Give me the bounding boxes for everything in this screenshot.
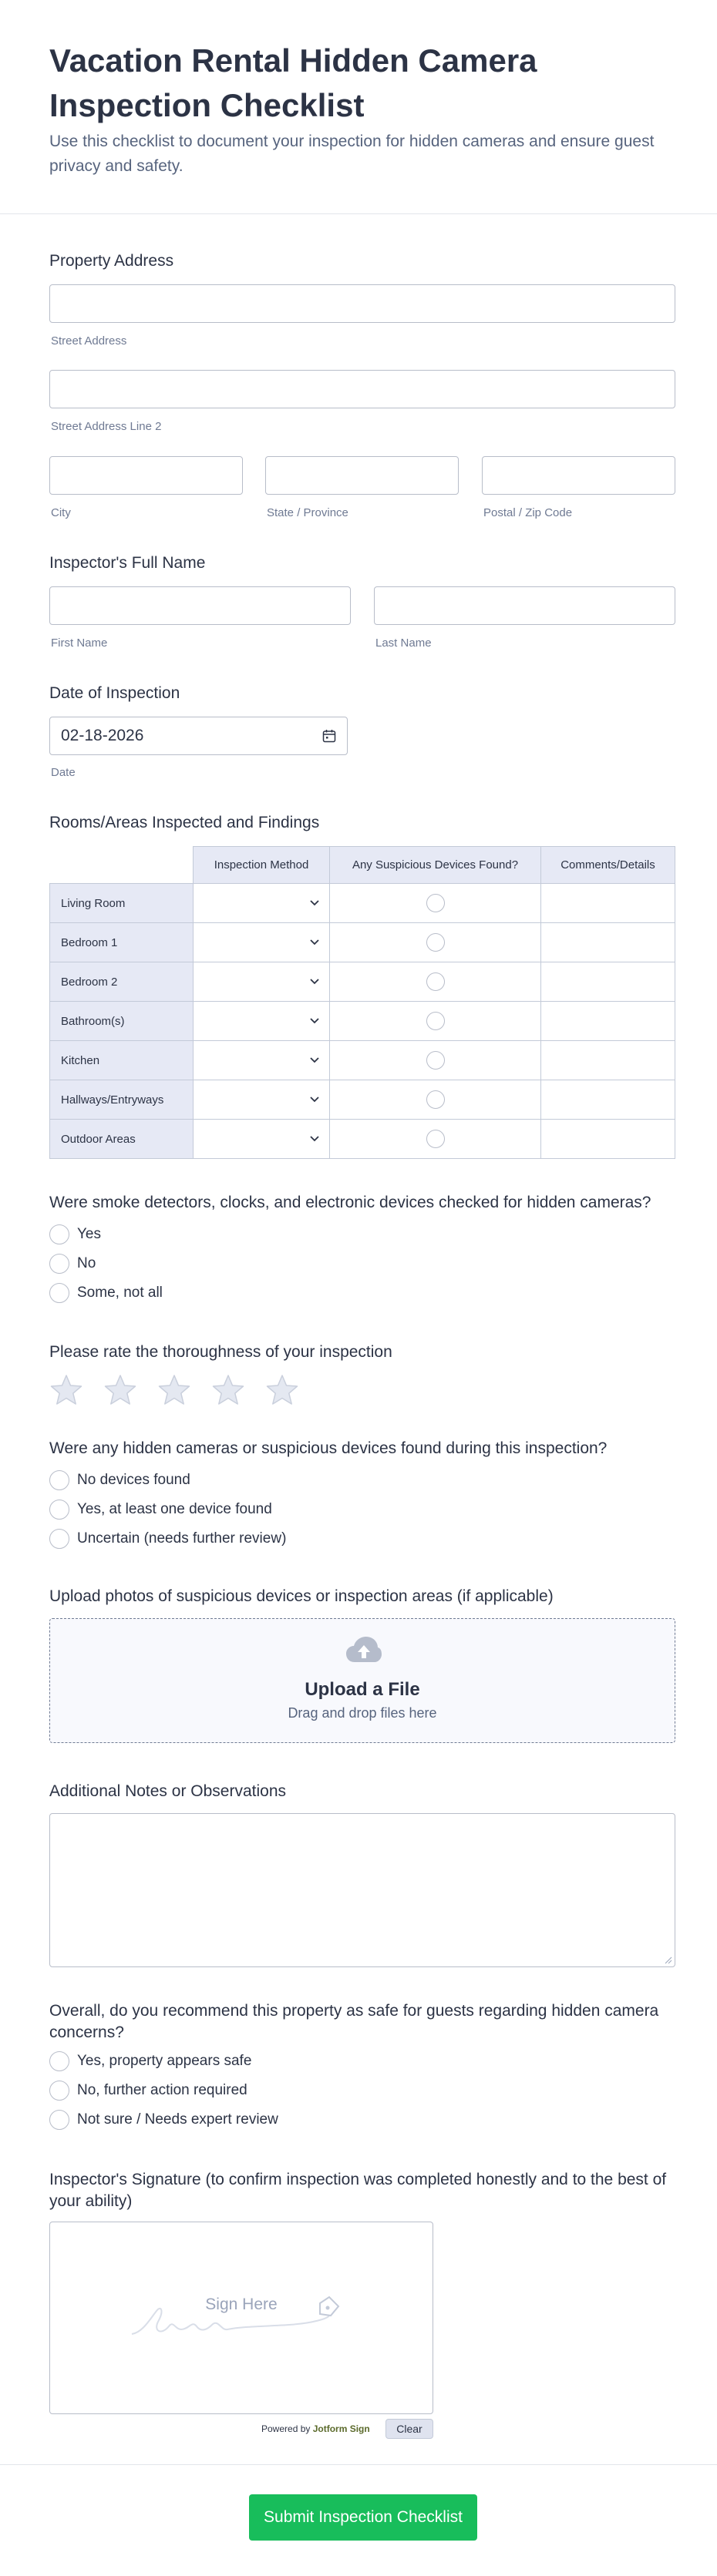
form-header [0,0,717,214]
recommend-option-no[interactable] [49,2081,247,2101]
devices-option-yes[interactable] [49,1224,101,1244]
matrix-corner [50,847,194,884]
zip-sublabel: Postal / Zip Code [483,506,573,519]
radio-circle[interactable] [49,1254,69,1274]
form-subtitle: Use this checklist to document your inspection for hidden cameras and ensure guest privacy and safety. [49,133,655,175]
found-option-uncertain[interactable] [49,1529,286,1549]
rooms-matrix-section [49,812,675,1167]
notes-section [49,1781,675,1973]
suspicious-devices-radio-cell[interactable] [330,1041,541,1080]
cloud-upload-icon [345,1636,382,1664]
upload-label: Upload photos of suspicious devices or inspection areas (if applicable) [49,1587,554,1605]
inspection-method-select[interactable] [194,1002,330,1041]
notes-textarea[interactable] [49,1813,675,1967]
radio-circle[interactable] [49,1224,69,1244]
resize-handle-icon[interactable] [663,1955,672,1964]
radio-circle[interactable] [49,1283,69,1303]
inspector-name-label: Inspector's Full Name [49,554,206,572]
property-address-label: Property Address [49,252,174,270]
option-label: Uncertain (needs further review) [77,1530,287,1547]
inspection-method-select[interactable] [194,962,330,1002]
calendar-icon[interactable] [322,729,336,743]
matrix-row [50,1120,675,1159]
rating-label: Please rate the thoroughness of your inspection [49,1343,392,1361]
recommend-label: Overall, do you recommend this property as safe for guests regarding hidden camera concerns? [49,2002,659,2041]
clear-signature-button[interactable]: Clear [385,2419,433,2439]
radio-circle[interactable] [49,1500,69,1520]
inspection-method-select[interactable] [194,923,330,962]
option-label: Yes, at least one device found [77,1501,272,1517]
option-label: Yes [77,1226,101,1242]
city-sublabel: City [51,506,71,519]
matrix-row-label: Outdoor Areas [50,1120,194,1159]
recommend-section [49,2000,675,2139]
comments-cell[interactable] [541,923,675,962]
suspicious-devices-radio-cell[interactable] [330,1002,541,1041]
suspicious-devices-radio-cell[interactable] [330,1120,541,1159]
suspicious-devices-radio-cell[interactable] [330,962,541,1002]
matrix-col-comments: Comments/Details [541,847,675,884]
radio-circle[interactable] [49,2051,69,2071]
matrix-row-label: Bathroom(s) [50,1002,194,1041]
property-address-section [49,250,675,528]
street-address-input[interactable] [49,284,675,323]
inspection-method-select[interactable] [194,1080,330,1120]
form-title: Vacation Rental Hidden Camera Inspection Checklist [49,42,537,123]
devices-checked-label: Were smoke detectors, clocks, and electronic devices checked for hidden cameras? [49,1194,651,1211]
powered-brand: Jotform Sign [312,2423,370,2434]
state-input[interactable] [265,456,459,495]
option-label: Yes, property appears safe [77,2053,252,2069]
last-name-input[interactable] [374,586,675,625]
matrix-row [50,1080,675,1120]
recommend-option-notsure[interactable] [49,2110,278,2130]
option-label: Not sure / Needs expert review [77,2111,278,2128]
radio-circle[interactable] [49,1529,69,1549]
devices-option-no[interactable] [49,1254,96,1274]
powered-by [261,2423,370,2434]
comments-cell[interactable] [541,1080,675,1120]
matrix-col-suspicious-devices: Any Suspicious Devices Found? [330,847,541,884]
radio-circle[interactable] [49,2110,69,2130]
star-rating[interactable] [49,1374,319,1406]
matrix-row [50,923,675,962]
chevron-down-icon [310,1057,319,1063]
matrix-row [50,962,675,1002]
inspector-name-section [49,552,675,653]
comments-cell[interactable] [541,962,675,1002]
radio-circle[interactable] [49,2081,69,2101]
footer-divider [0,2464,717,2465]
matrix-row-label: Bedroom 1 [50,923,194,962]
devices-option-some[interactable] [49,1283,163,1303]
suspicious-devices-radio-cell[interactable] [330,923,541,962]
option-label: No [77,1255,96,1271]
found-option-none[interactable] [49,1470,190,1490]
radio-circle[interactable] [426,972,445,991]
devices-found-section [49,1438,675,1553]
date-input[interactable] [49,717,348,755]
matrix-row [50,1002,675,1041]
matrix-row-label: Kitchen [50,1041,194,1080]
chevron-down-icon [310,939,319,945]
radio-circle[interactable] [426,1012,445,1030]
chevron-down-icon [310,1136,319,1142]
date-section [49,683,675,783]
comments-cell[interactable] [541,1041,675,1080]
radio-circle[interactable] [49,1470,69,1490]
option-label: No, further action required [77,2082,247,2098]
suspicious-devices-radio-cell[interactable] [330,884,541,923]
inspection-method-select[interactable] [194,884,330,923]
date-value: 02-18-2026 [61,727,144,744]
upload-subtitle: Drag and drop files here [288,1705,437,1721]
matrix-row-label: Bedroom 2 [50,962,194,1002]
star-icon[interactable] [265,1374,299,1406]
first-name-sublabel: First Name [51,636,108,650]
signature-pad[interactable] [49,2222,433,2414]
date-sublabel: Date [51,766,76,779]
zip-input[interactable] [482,456,675,495]
recommend-option-yes[interactable] [49,2051,251,2071]
first-name-input[interactable] [49,586,351,625]
notes-label: Additional Notes or Observations [49,1782,286,1800]
comments-cell[interactable] [541,884,675,923]
last-name-sublabel: Last Name [375,636,432,650]
signature-section [49,2169,675,2447]
rooms-matrix-table [49,846,675,1159]
signature-label: Inspector's Signature (to confirm inspection was completed honestly and to the best of your ability) [49,2171,667,2210]
chevron-down-icon [310,979,319,985]
star-icon[interactable] [157,1374,191,1406]
radio-circle[interactable] [426,1130,445,1148]
devices-checked-section [49,1192,675,1308]
matrix-row-label: Living Room [50,884,194,923]
upload-title: Upload a File [305,1679,420,1700]
devices-found-label: Were any hidden cameras or suspicious devices found during this inspection? [49,1439,608,1457]
state-sublabel: State / Province [267,506,348,519]
signature-placeholder: Sign Here [205,2296,278,2313]
star-icon[interactable] [49,1374,83,1406]
radio-circle[interactable] [426,894,445,912]
comments-cell[interactable] [541,1002,675,1041]
star-icon[interactable] [211,1374,245,1406]
option-label: Some, not all [77,1285,163,1301]
radio-circle[interactable] [426,1051,445,1070]
inspection-method-select[interactable] [194,1041,330,1080]
inspection-method-select[interactable] [194,1120,330,1159]
star-icon[interactable] [103,1374,137,1406]
chevron-down-icon [310,900,319,906]
street-address-line2-input[interactable] [49,370,675,408]
file-upload-dropzone[interactable] [49,1618,675,1743]
comments-cell[interactable] [541,1120,675,1159]
found-option-yes[interactable] [49,1500,272,1520]
radio-circle[interactable] [426,933,445,952]
city-input[interactable] [49,456,243,495]
submit-button[interactable]: Submit Inspection Checklist [249,2494,477,2541]
matrix-row-label: Hallways/Entryways [50,1080,194,1120]
rating-section [49,1342,675,1411]
date-label: Date of Inspection [49,684,180,702]
powered-prefix: Powered by [261,2423,311,2434]
chevron-down-icon [310,1097,319,1103]
matrix-row [50,884,675,923]
option-label: No devices found [77,1472,190,1488]
street-address-sublabel: Street Address [51,334,127,348]
suspicious-devices-radio-cell[interactable] [330,1080,541,1120]
matrix-row [50,1041,675,1080]
street-address-line2-sublabel: Street Address Line 2 [51,420,162,433]
radio-circle[interactable] [426,1090,445,1109]
rooms-matrix-label: Rooms/Areas Inspected and Findings [49,814,320,831]
matrix-col-inspection-method: Inspection Method [194,847,330,884]
upload-section [49,1586,675,1755]
chevron-down-icon [310,1018,319,1024]
